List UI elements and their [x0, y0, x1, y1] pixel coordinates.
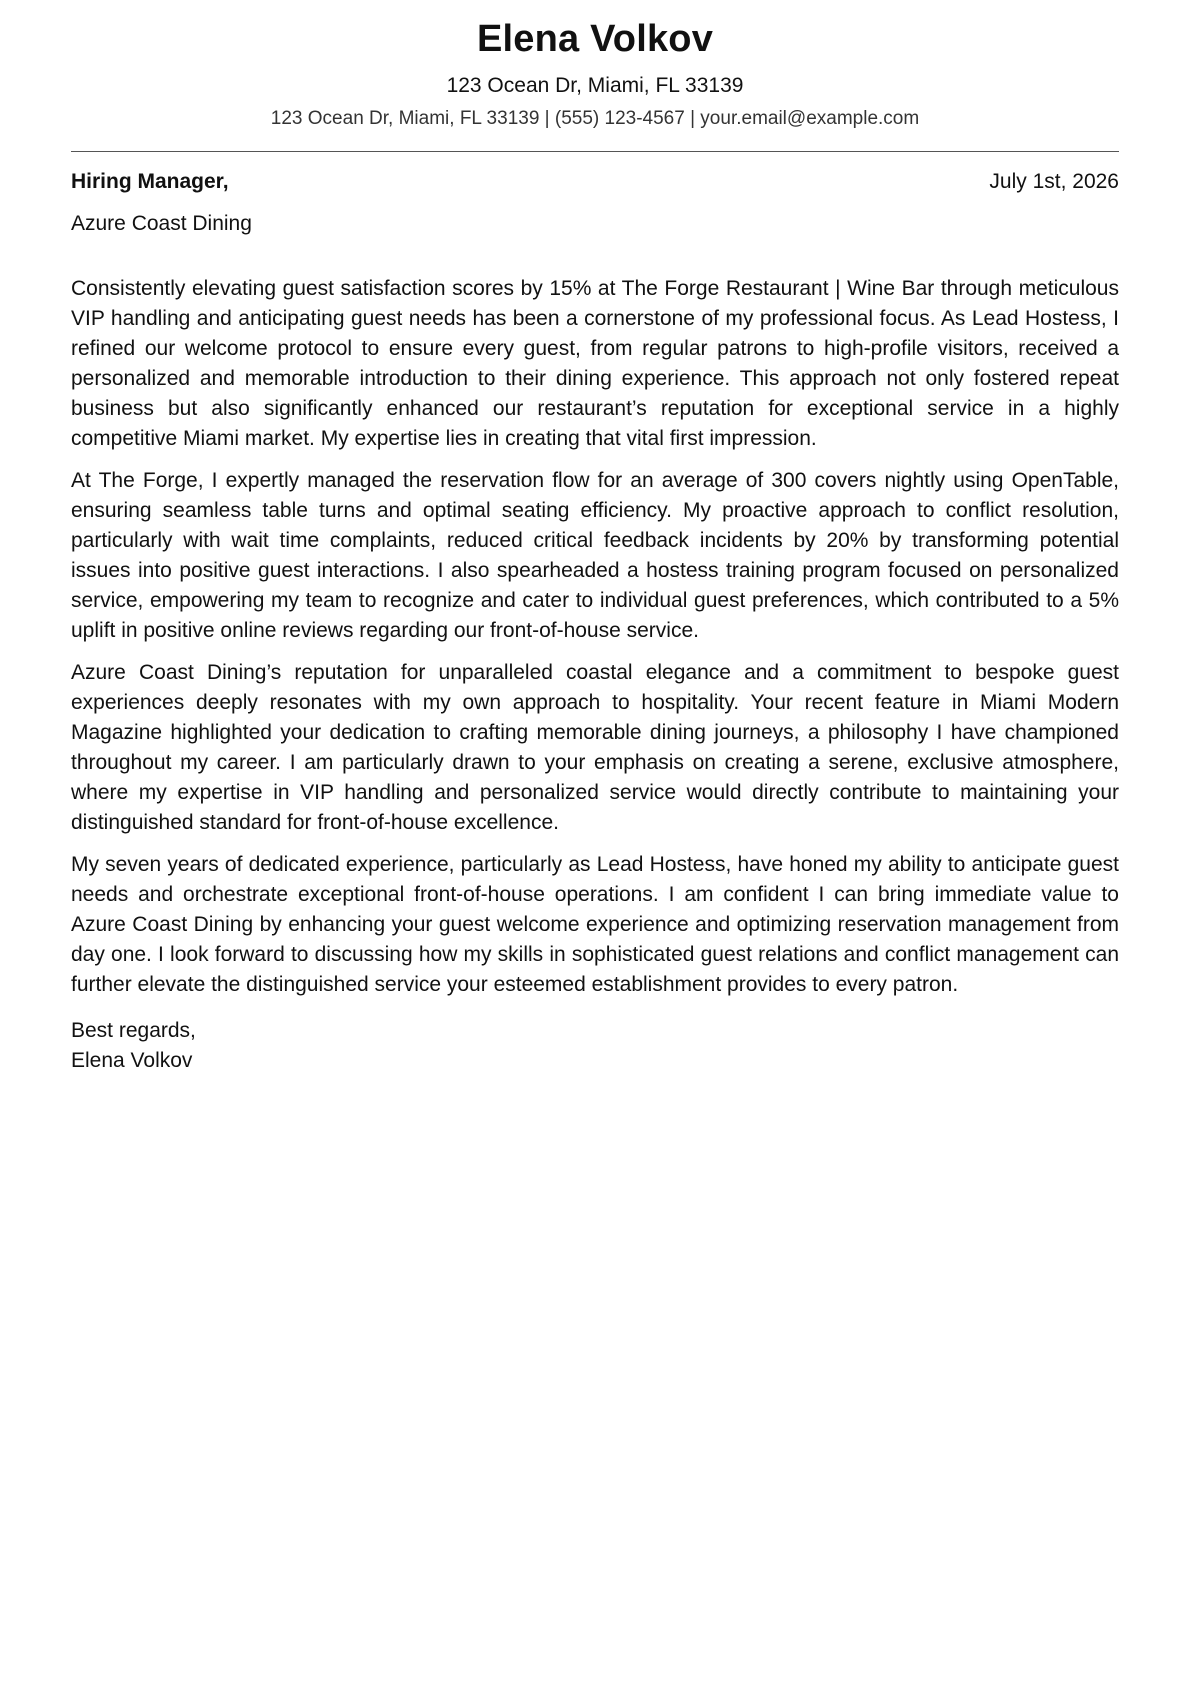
- letter-body: [71, 274, 1119, 1000]
- body-paragraph-2: At The Forge, I expertly managed the reservation flow for an average of 300 covers nightly using OpenTable, ensuring seamless table turns and optimal seating efficiency. My proactive approach to conflict resolution, particularly with wait time complaints, reduced critical feedback incidents by 20% by transforming potential issues into positive guest interactions. I also spearheaded a hostess training program focused on personalized service, empowering my team to recognize and cater to individual guest preferences, which contributed to a 5% uplift in positive online reviews regarding our front-of-house service.: [71, 469, 1119, 642]
- closing-phrase: Best regards,: [71, 1019, 196, 1042]
- applicant-name: Elena Volkov: [476, 18, 714, 60]
- applicant-address: 123 Ocean Dr, Miami, FL 33139: [446, 74, 744, 97]
- letter-closing: [71, 1016, 1119, 1076]
- recipient-salutation: Hiring Manager,: [71, 170, 229, 193]
- applicant-contact-line: 123 Ocean Dr, Miami, FL 33139 | (555) 123-4567 | your.email@example.com: [270, 108, 920, 129]
- company-name: Azure Coast Dining: [71, 212, 252, 235]
- header-divider: [71, 151, 1119, 152]
- letter-date: July 1st, 2026: [989, 170, 1119, 193]
- recipient-date-row: [71, 168, 1119, 196]
- body-paragraph-4: My seven years of dedicated experience, particularly as Lead Hostess, have honed my ability to anticipate guest needs and orchestrate exceptional front-of-house operations. I am confident I can bring immediate value to Azure Coast Dining by enhancing your guest welcome experience and optimizing reservation management from day one. I look forward to discussing how my skills in sophisticated guest relations and conflict management can further elevate the distinguished service your esteemed establishment provides to every patron.: [71, 853, 1119, 996]
- body-paragraph-3: Azure Coast Dining’s reputation for unparalleled coastal elegance and a commitment to bespoke guest experiences deeply resonates with my own approach to hospitality. Your recent feature in Miami Modern Magazine highlighted your dedication to crafting memorable dining journeys, a philosophy I have championed throughout my career. I am particularly drawn to your emphasis on creating a serene, exclusive atmosphere, where my expertise in VIP handling and personalized service would directly contribute to maintaining your distinguished standard for front-of-house excellence.: [71, 661, 1119, 834]
- letter-header: [71, 0, 1119, 132]
- body-paragraph-1: Consistently elevating guest satisfaction scores by 15% at The Forge Restaurant | Wine Bar through meticulous VIP handling and anticipating guest needs has been a cornerstone of my professional focus. As Lead Hostess, I refined our welcome protocol to ensure every guest, from regular patrons to high-profile visitors, received a personalized and memorable introduction to their dining experience. This approach not only fostered repeat business but also significantly enhanced our restaurant’s reputation for exceptional service in a highly competitive Miami market. My expertise lies in creating that vital first impression.: [71, 277, 1119, 450]
- signature-name: Elena Volkov: [71, 1049, 193, 1072]
